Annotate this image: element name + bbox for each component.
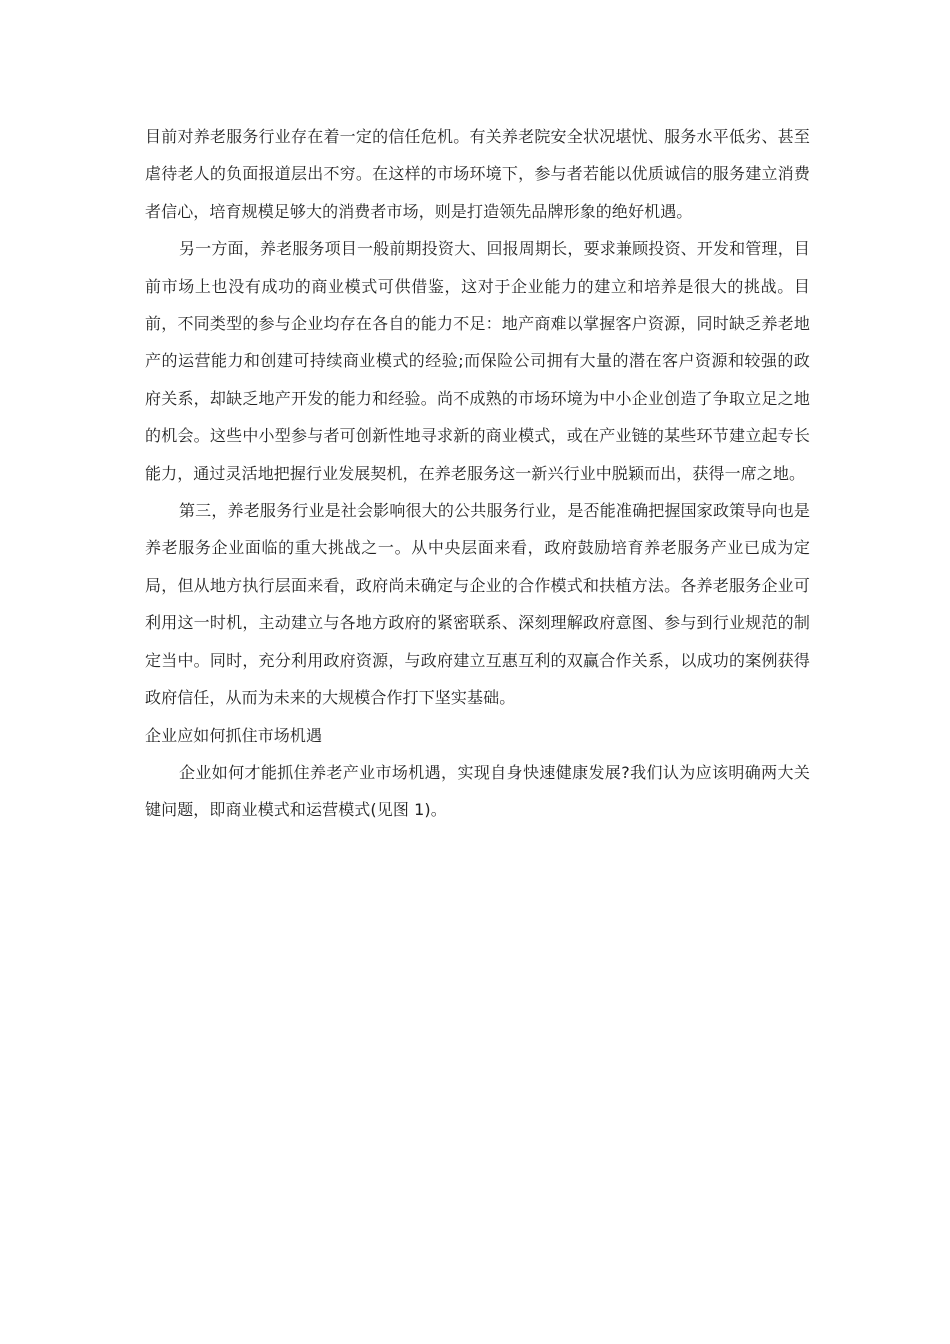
paragraph-capability-challenge: 另一方面，养老服务项目一般前期投资大、回报周期长，要求兼顾投资、开发和管理，目前市场上也没有成功的商业模式可供借鉴，这对于企业能力的建立和培养是很大的挑战。目前，不同类型的参与企业均存在各自的能力不足：地产商难以掌握客户资源，同时缺乏养老地产的运营能力和创建可持续商业模式的经验;而保险公司拥有大量的潜在客户资源和较强的政府关系，却缺乏地产开发的能力和经验。尚不成熟的市场环境为中小企业创造了争取立足之地的机会。这些中小型参与者可创新性地寻求新的商业模式，或在产业链的某些环节建立起专长能力，通过灵活地把握行业发展契机，在养老服务这一新兴行业中脱颖而出，获得一席之地。: [145, 239, 810, 483]
section-heading: 企业应如何抓住市场机遇: [145, 725, 323, 745]
paragraph-trust-crisis: 目前对养老服务行业存在着一定的信任危机。有关养老院安全状况堪忧、服务水平低劣、甚至虐待老人的负面报道层出不穷。在这样的市场环境下，参与者若能以优质诚信的服务建立消费者信心，培育规模足够大的消费者市场，则是打造领先品牌形象的绝好机遇。: [145, 127, 810, 221]
paragraph-policy-challenge: 第三，养老服务行业是社会影响很大的公共服务行业，是否能准确把握国家政策导向也是养老服务企业面临的重大挑战之一。从中央层面来看，政府鼓励培育养老服务产业已成为定局，但从地方执行层面来看，政府尚未确定与企业的合作模式和扶植方法。各养老服务企业可利用这一时机，主动建立与各地方政府的紧密联系、深刻理解政府意图、参与到行业规范的制定当中。同时，充分利用政府资源，与政府建立互惠互利的双赢合作关系，以成功的案例获得政府信任，从而为未来的大规模合作打下坚实基础。: [145, 501, 810, 708]
paragraph-key-questions: 企业如何才能抓住养老产业市场机遇，实现自身快速健康发展?我们认为应该明确两大关键问题，即商业模式和运营模式(见图 1)。: [145, 762, 810, 820]
document-body: [145, 118, 810, 829]
